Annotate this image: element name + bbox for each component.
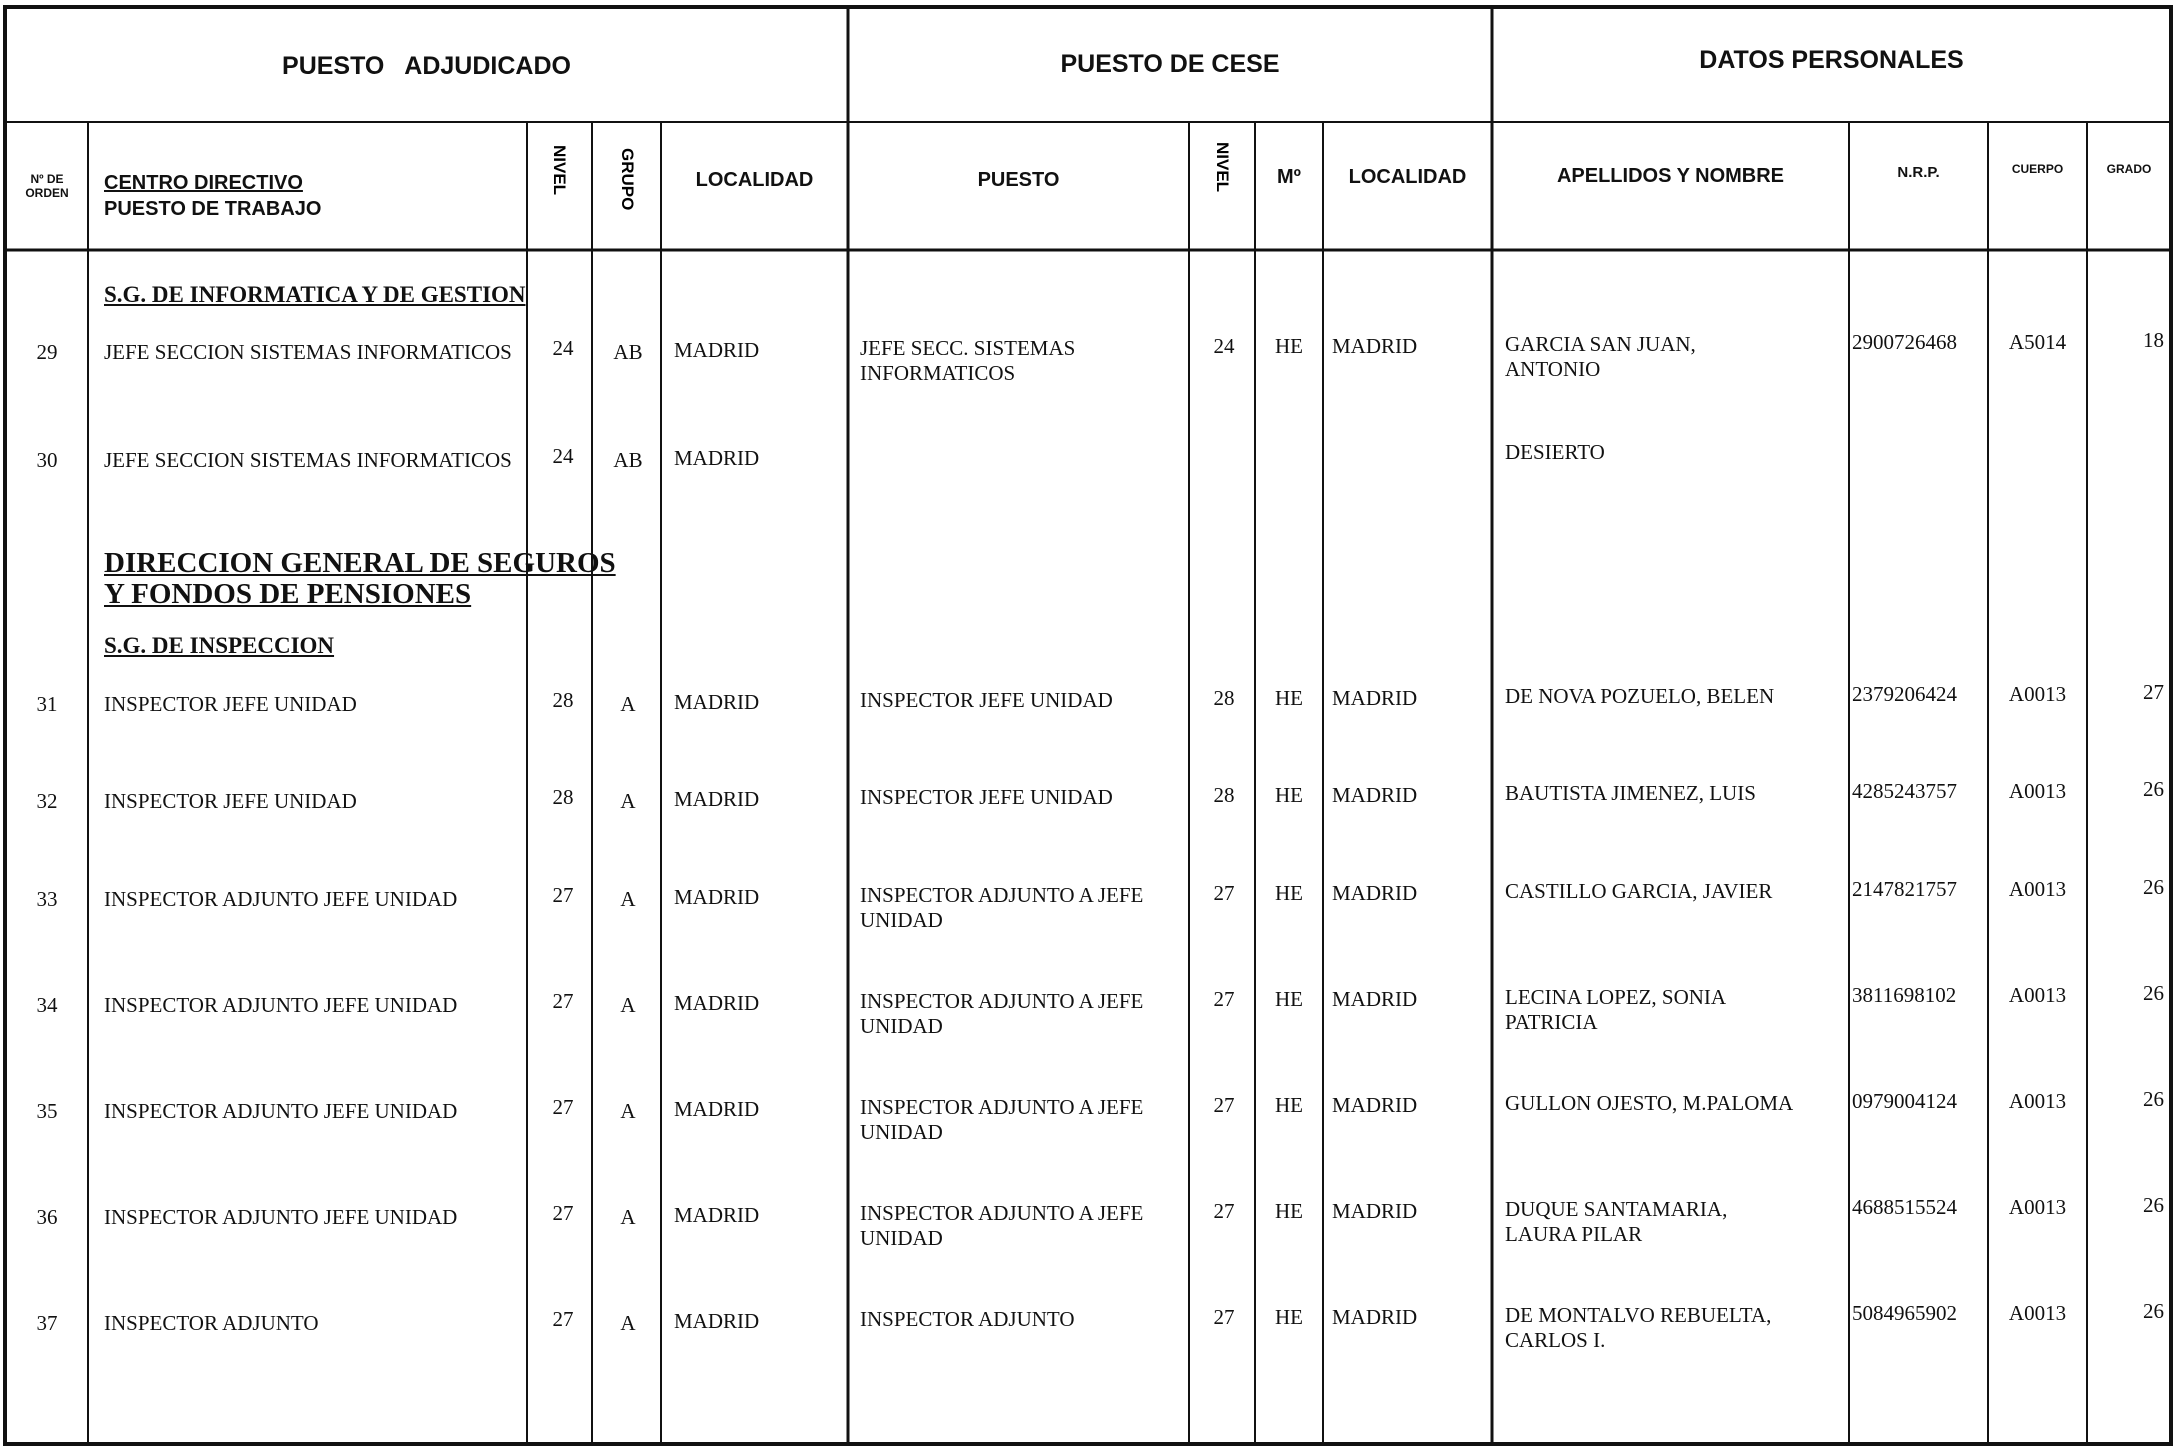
cell-grado: 26 (2143, 981, 2164, 1005)
cell-puesto-trabajo: INSPECTOR ADJUNTO JEFE UNIDAD (104, 1205, 458, 1229)
col-header-puesto: PUESTO (977, 169, 1060, 191)
cell-orden: 35 (36, 1099, 58, 1123)
cell-localidad: MADRID (674, 338, 760, 362)
cell-nivel-cese: 24 (1213, 334, 1235, 358)
cell-grupo: AB (613, 448, 643, 472)
cell-orden: 34 (36, 993, 58, 1017)
col-header-orden-line1: Nº DE (30, 172, 64, 186)
cell-grupo: AB (613, 340, 643, 364)
cell-orden: 29 (36, 340, 58, 364)
cell-puesto-cese: INSPECTOR ADJUNTO A JEFE UNIDAD (860, 1095, 1144, 1144)
cell-puesto-trabajo: INSPECTOR ADJUNTO JEFE UNIDAD (104, 887, 458, 911)
cell-nivel-cese: 27 (1213, 1199, 1235, 1223)
cell-nombre: GULLON OJESTO, M.PALOMA (1505, 1091, 1794, 1115)
cell-nrp: 2900726468 (1852, 330, 1957, 354)
cell-grupo: A (620, 993, 636, 1017)
col-header-puesto-trabajo: PUESTO DE TRABAJO (104, 198, 322, 220)
cell-nivel-cese: 28 (1213, 686, 1235, 710)
cell-localidad-cese: MADRID (1332, 334, 1418, 358)
cell-orden: 36 (36, 1205, 58, 1229)
cell-cuerpo: A0013 (2008, 877, 2067, 901)
cell-grado: 26 (2143, 1193, 2164, 1217)
cell-puesto-trabajo: JEFE SECCION SISTEMAS INFORMATICOS (104, 448, 512, 472)
cell-nivel-cese: 28 (1213, 783, 1235, 807)
cell-nivel-cese: 27 (1213, 1093, 1235, 1117)
cell-nivel: 24 (552, 444, 574, 468)
cell-puesto-trabajo: INSPECTOR ADJUNTO JEFE UNIDAD (104, 1099, 458, 1123)
col-header-ministerio: Mº (1277, 166, 1301, 188)
cell-puesto-cese: INSPECTOR JEFE UNIDAD (860, 688, 1113, 712)
cell-localidad: MADRID (674, 1203, 760, 1227)
cell-orden: 31 (36, 692, 58, 716)
cell-nombre: DUQUE SANTAMARIA, LAURA PILAR (1505, 1197, 1728, 1246)
cell-nrp: 0979004124 (1852, 1089, 1957, 1113)
cell-nombre: BAUTISTA JIMENEZ, LUIS (1505, 781, 1756, 805)
cell-orden: 37 (36, 1311, 58, 1335)
col-header-orden-line2: ORDEN (25, 186, 69, 200)
cell-localidad: MADRID (674, 885, 760, 909)
cell-nivel-cese: 27 (1213, 1305, 1235, 1329)
col-header-nivel: NIVEL (550, 145, 569, 196)
cell-nivel: 28 (552, 785, 574, 809)
cell-ministerio: HE (1275, 334, 1303, 358)
cell-localidad: MADRID (674, 991, 760, 1015)
group-header-puesto-adjudicado: PUESTO ADJUDICADO (282, 52, 571, 80)
cell-cuerpo: A0013 (2008, 1195, 2067, 1219)
cell-nrp: 3811698102 (1852, 983, 1957, 1007)
cell-localidad-cese: MADRID (1332, 881, 1418, 905)
cell-grupo: A (620, 887, 636, 911)
cell-orden: 30 (36, 448, 58, 472)
cell-grupo: A (620, 789, 636, 813)
col-header-grado: GRADO (2106, 162, 2152, 176)
cell-nrp: 4688515524 (1852, 1195, 1957, 1219)
cell-localidad-cese: MADRID (1332, 1305, 1418, 1329)
col-header-cuerpo: CUERPO (2011, 162, 2064, 176)
cell-puesto-trabajo: INSPECTOR ADJUNTO JEFE UNIDAD (104, 993, 458, 1017)
cell-ministerio: HE (1275, 1093, 1303, 1117)
col-header-localidad-cese: LOCALIDAD (1348, 166, 1467, 188)
cell-cuerpo: A5014 (2008, 330, 2067, 354)
cell-localidad-cese: MADRID (1332, 1093, 1418, 1117)
cell-nivel: 27 (552, 1095, 574, 1119)
cell-nivel: 27 (552, 883, 574, 907)
cell-puesto-trabajo: JEFE SECCION SISTEMAS INFORMATICOS (104, 340, 512, 364)
cell-grado: 27 (2143, 680, 2164, 704)
cell-orden: 33 (36, 887, 58, 911)
cell-nrp: 2147821757 (1852, 877, 1957, 901)
cell-grupo: A (620, 1099, 636, 1123)
cell-nivel-cese: 27 (1213, 881, 1235, 905)
cell-puesto-trabajo: INSPECTOR ADJUNTO (104, 1311, 319, 1335)
cell-nrp: 5084965902 (1852, 1301, 1957, 1325)
cell-localidad-cese: MADRID (1332, 686, 1418, 710)
cell-nivel-cese: 27 (1213, 987, 1235, 1011)
col-header-nrp: N.R.P. (1897, 164, 1940, 181)
cell-localidad: MADRID (674, 446, 760, 470)
cell-localidad-cese: MADRID (1332, 783, 1418, 807)
cell-puesto-cese: INSPECTOR ADJUNTO A JEFE UNIDAD (860, 883, 1144, 932)
cell-nombre: DESIERTO (1505, 440, 1605, 464)
cell-puesto-trabajo: INSPECTOR JEFE UNIDAD (104, 692, 357, 716)
section-heading-dg-seguros: DIRECCION GENERAL DE SEGUROS Y FONDOS DE PENSIONES (104, 547, 616, 610)
col-header-grupo: GRUPO (618, 148, 637, 211)
col-header-nivel-cese: NIVEL (1213, 142, 1232, 193)
cell-cuerpo: A0013 (2008, 1089, 2067, 1113)
cell-grupo: A (620, 692, 636, 716)
section-heading-sg-inspeccion: S.G. DE INSPECCION (104, 633, 335, 658)
cell-ministerio: HE (1275, 1199, 1303, 1223)
cell-grado: 26 (2143, 1299, 2164, 1323)
cell-nivel: 27 (552, 989, 574, 1013)
cell-nombre: LECINA LOPEZ, SONIA PATRICIA (1505, 985, 1725, 1034)
cell-nombre: DE NOVA POZUELO, BELEN (1505, 684, 1775, 708)
cell-nivel: 28 (552, 688, 574, 712)
cell-cuerpo: A0013 (2008, 1301, 2067, 1325)
col-header-localidad: LOCALIDAD (695, 169, 814, 191)
cell-localidad-cese: MADRID (1332, 987, 1418, 1011)
cell-puesto-trabajo: INSPECTOR JEFE UNIDAD (104, 789, 357, 813)
cell-localidad-cese: MADRID (1332, 1199, 1418, 1223)
cell-nombre: DE MONTALVO REBUELTA, CARLOS I. (1505, 1303, 1772, 1352)
cell-grado: 26 (2143, 777, 2164, 801)
group-header-puesto-cese: PUESTO DE CESE (1060, 50, 1280, 78)
cell-ministerio: HE (1275, 987, 1303, 1011)
cell-nrp: 4285243757 (1852, 779, 1957, 803)
cell-nombre: GARCIA SAN JUAN, ANTONIO (1505, 332, 1696, 381)
cell-ministerio: HE (1275, 881, 1303, 905)
cell-nivel: 24 (552, 336, 574, 360)
cell-puesto-cese: INSPECTOR JEFE UNIDAD (860, 785, 1113, 809)
cell-cuerpo: A0013 (2008, 983, 2067, 1007)
cell-grupo: A (620, 1205, 636, 1229)
cell-localidad: MADRID (674, 1097, 760, 1121)
cell-puesto-cese: JEFE SECC. SISTEMAS INFORMATICOS (860, 336, 1076, 385)
cell-ministerio: HE (1275, 783, 1303, 807)
cell-localidad: MADRID (674, 787, 760, 811)
cell-puesto-cese: INSPECTOR ADJUNTO A JEFE UNIDAD (860, 1201, 1144, 1250)
cell-cuerpo: A0013 (2008, 779, 2067, 803)
group-header-datos-personales: DATOS PERSONALES (1699, 46, 1964, 74)
cell-nivel: 27 (552, 1307, 574, 1331)
cell-cuerpo: A0013 (2008, 682, 2067, 706)
cell-grado: 18 (2143, 328, 2164, 352)
cell-grado: 26 (2143, 875, 2164, 899)
cell-puesto-cese: INSPECTOR ADJUNTO A JEFE UNIDAD (860, 989, 1144, 1038)
col-header-apellidos-nombre: APELLIDOS Y NOMBRE (1556, 165, 1785, 187)
cell-ministerio: HE (1275, 686, 1303, 710)
cell-nombre: CASTILLO GARCIA, JAVIER (1505, 879, 1773, 903)
cell-orden: 32 (36, 789, 58, 813)
col-header-centro-directivo: CENTRO DIRECTIVO (104, 172, 303, 194)
cell-puesto-cese: INSPECTOR ADJUNTO (860, 1307, 1075, 1331)
cell-grado: 26 (2143, 1087, 2164, 1111)
cell-localidad: MADRID (674, 690, 760, 714)
section-heading-sg-informatica: S.G. DE INFORMATICA Y DE GESTION (104, 282, 526, 307)
cell-localidad: MADRID (674, 1309, 760, 1333)
cell-grupo: A (620, 1311, 636, 1335)
cell-nrp: 2379206424 (1852, 682, 1957, 706)
cell-nivel: 27 (552, 1201, 574, 1225)
cell-ministerio: HE (1275, 1305, 1303, 1329)
